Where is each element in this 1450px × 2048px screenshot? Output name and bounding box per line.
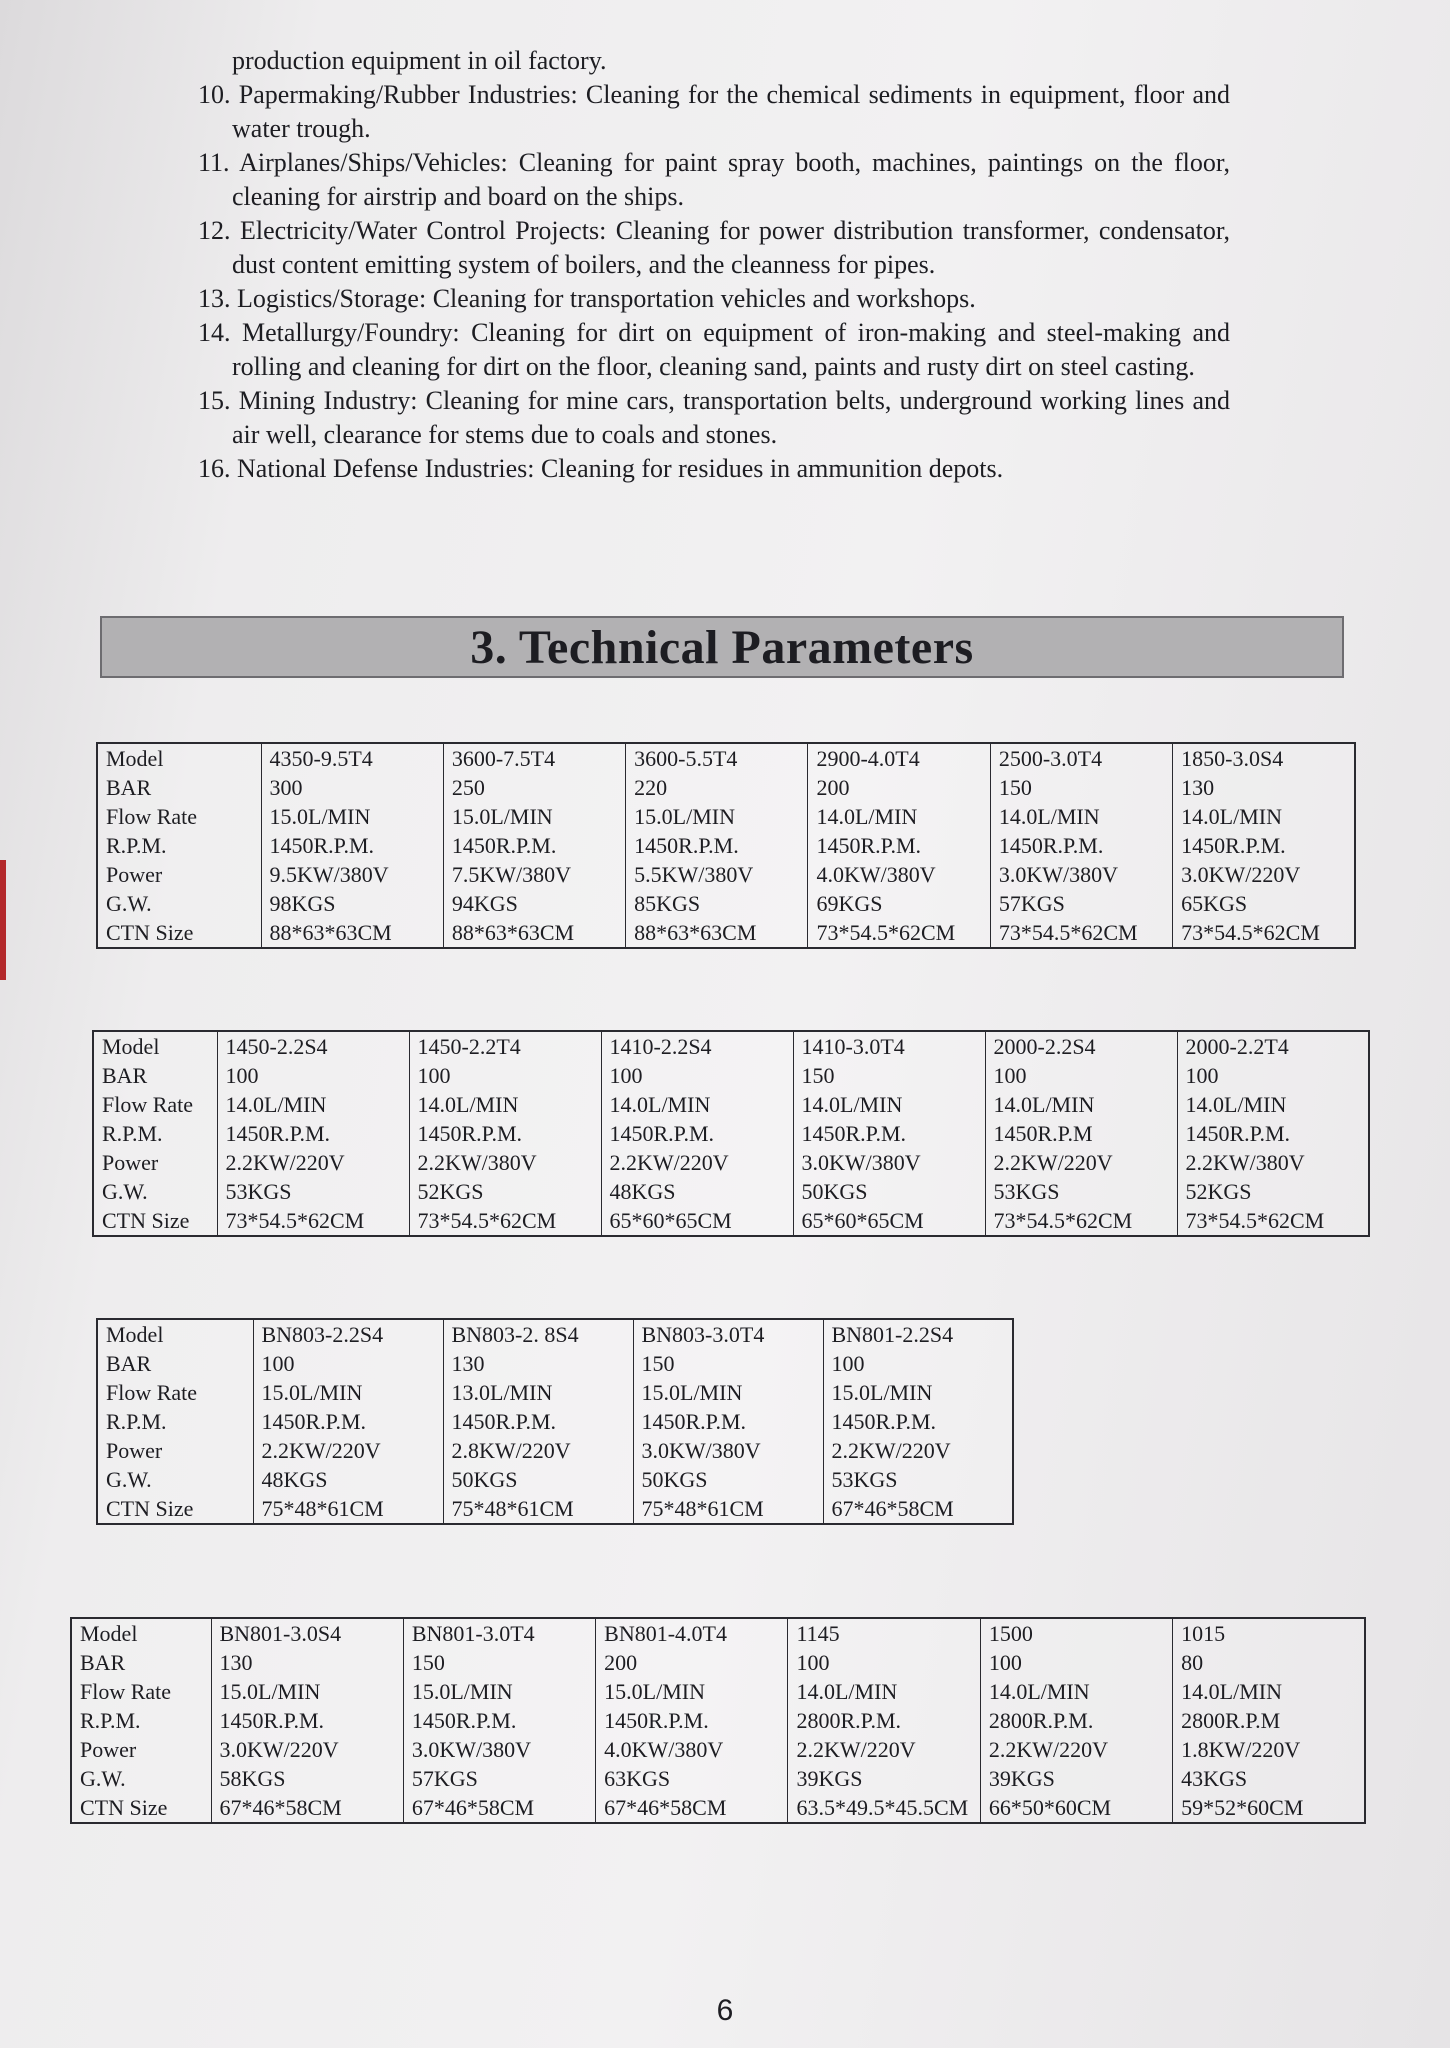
industry-usage-list — [198, 44, 1231, 486]
params-table-3 — [96, 1318, 1014, 1525]
param-cell: 15.0L/MIN — [633, 1378, 823, 1407]
model-cell: 3600-7.5T4 — [443, 743, 625, 773]
param-cell: 14.0L/MIN — [788, 1677, 980, 1706]
param-cell: 100 — [253, 1349, 443, 1378]
param-cell: 73*54.5*62CM — [1177, 1206, 1369, 1236]
param-cell: 65*60*65CM — [793, 1206, 985, 1236]
param-row — [71, 1648, 1365, 1677]
param-row-label: G.W. — [93, 1177, 217, 1206]
usage-item-text: Logistics/Storage: Cleaning for transportation vehicles and workshops. — [237, 284, 976, 313]
param-cell: 14.0L/MIN — [793, 1090, 985, 1119]
param-cell: 14.0L/MIN — [980, 1677, 1172, 1706]
param-cell: 2800R.P.M. — [788, 1706, 980, 1735]
param-cell: 2.2KW/220V — [985, 1148, 1177, 1177]
param-row — [97, 773, 1355, 802]
param-cell: 130 — [1173, 773, 1355, 802]
param-cell: 53KGS — [217, 1177, 409, 1206]
param-row — [71, 1677, 1365, 1706]
param-cell: 48KGS — [601, 1177, 793, 1206]
model-cell: 1145 — [788, 1618, 980, 1648]
param-cell: 53KGS — [985, 1177, 1177, 1206]
param-cell: 59*52*60CM — [1173, 1793, 1365, 1823]
param-cell: 15.0L/MIN — [443, 802, 625, 831]
param-row-label: R.P.M. — [97, 1407, 253, 1436]
param-cell: 14.0L/MIN — [1177, 1090, 1369, 1119]
param-row — [97, 860, 1355, 889]
param-cell: 73*54.5*62CM — [409, 1206, 601, 1236]
usage-item — [198, 384, 1230, 452]
param-cell: 88*63*63CM — [626, 918, 808, 948]
param-cell: 73*54.5*62CM — [985, 1206, 1177, 1236]
param-row-label: Power — [93, 1148, 217, 1177]
param-cell: 75*48*61CM — [443, 1494, 633, 1524]
param-row — [97, 1319, 1013, 1349]
param-cell: 2.8KW/220V — [443, 1436, 633, 1465]
usage-item-number: 10. — [198, 80, 231, 109]
param-row-label: Model — [97, 1319, 253, 1349]
param-cell: 15.0L/MIN — [403, 1677, 595, 1706]
usage-item-text: National Defense Industries: Cleaning for residues in ammunition depots. — [237, 454, 1004, 483]
param-cell: 94KGS — [443, 889, 625, 918]
param-cell: 15.0L/MIN — [253, 1378, 443, 1407]
param-cell: 100 — [217, 1061, 409, 1090]
param-cell: 1450R.P.M. — [261, 831, 443, 860]
param-cell: 130 — [443, 1349, 633, 1378]
usage-item-text: Mining Industry: Cleaning for mine cars, transportation belts, underground working lines and air well, clearance for stems due to coals and stones. — [232, 386, 1230, 449]
param-row-label: CTN Size — [93, 1206, 217, 1236]
param-cell: 50KGS — [443, 1465, 633, 1494]
param-cell: 63KGS — [596, 1764, 788, 1793]
params-table-2 — [92, 1030, 1370, 1237]
param-row — [97, 1378, 1013, 1407]
params-table-4 — [70, 1617, 1366, 1824]
usage-item — [198, 282, 1230, 316]
param-cell: 14.0L/MIN — [601, 1090, 793, 1119]
param-cell: 4.0KW/380V — [596, 1735, 788, 1764]
param-row — [97, 802, 1355, 831]
usage-item — [198, 452, 1230, 486]
param-row-label: G.W. — [71, 1764, 211, 1793]
usage-item-text: production equipment in oil factory. — [232, 46, 607, 75]
param-cell: 57KGS — [403, 1764, 595, 1793]
param-row-label: Flow Rate — [71, 1677, 211, 1706]
usage-item — [198, 316, 1230, 384]
param-cell: 2.2KW/220V — [601, 1148, 793, 1177]
usage-item-number: 16. — [198, 454, 231, 483]
param-cell: 4.0KW/380V — [808, 860, 990, 889]
param-cell: 300 — [261, 773, 443, 802]
param-cell: 39KGS — [788, 1764, 980, 1793]
param-cell: 3.0KW/220V — [1173, 860, 1355, 889]
param-row-label: Flow Rate — [93, 1090, 217, 1119]
model-cell: 2900-4.0T4 — [808, 743, 990, 773]
param-cell: 88*63*63CM — [443, 918, 625, 948]
param-row — [97, 1349, 1013, 1378]
param-cell: 1450R.P.M. — [1177, 1119, 1369, 1148]
usage-item-text: Metallurgy/Foundry: Cleaning for dirt on equipment of iron-making and steel-making and rolling and cleaning for dirt on the floor, cleaning sand, paints and rusty dirt on steel casting. — [232, 318, 1230, 381]
param-row — [93, 1177, 1369, 1206]
model-cell: 1410-2.2S4 — [601, 1031, 793, 1061]
param-row-label: Flow Rate — [97, 802, 261, 831]
usage-item-text: Papermaking/Rubber Industries: Cleaning for the chemical sediments in equipment, floor and water trough. — [232, 80, 1230, 143]
usage-item-number: 13. — [198, 284, 231, 313]
section-banner — [100, 616, 1344, 678]
param-cell: 13.0L/MIN — [443, 1378, 633, 1407]
param-cell: 1450R.P.M — [985, 1119, 1177, 1148]
param-cell: 130 — [211, 1648, 403, 1677]
param-cell: 15.0L/MIN — [261, 802, 443, 831]
param-row — [97, 889, 1355, 918]
param-cell: 63.5*49.5*45.5CM — [788, 1793, 980, 1823]
param-cell: 85KGS — [626, 889, 808, 918]
param-row-label: Model — [71, 1618, 211, 1648]
model-cell: BN801-4.0T4 — [596, 1618, 788, 1648]
param-cell: 1450R.P.M. — [443, 831, 625, 860]
param-cell: 67*46*58CM — [823, 1494, 1013, 1524]
param-row-label: BAR — [93, 1061, 217, 1090]
param-cell: 1450R.P.M. — [211, 1706, 403, 1735]
param-cell: 73*54.5*62CM — [217, 1206, 409, 1236]
param-row-label: CTN Size — [71, 1793, 211, 1823]
model-cell: 2000-2.2S4 — [985, 1031, 1177, 1061]
model-cell: 1500 — [980, 1618, 1172, 1648]
param-cell: 3.0KW/380V — [403, 1735, 595, 1764]
param-row — [71, 1735, 1365, 1764]
param-cell: 1450R.P.M. — [409, 1119, 601, 1148]
param-cell: 1450R.P.M. — [793, 1119, 985, 1148]
param-cell: 3.0KW/380V — [990, 860, 1172, 889]
param-cell: 100 — [823, 1349, 1013, 1378]
param-row-label: R.P.M. — [93, 1119, 217, 1148]
param-cell: 2.2KW/220V — [823, 1436, 1013, 1465]
param-cell: 52KGS — [1177, 1177, 1369, 1206]
param-cell: 66*50*60CM — [980, 1793, 1172, 1823]
param-cell: 1450R.P.M. — [626, 831, 808, 860]
param-row — [97, 1465, 1013, 1494]
param-cell: 1450R.P.M. — [601, 1119, 793, 1148]
usage-item-number: 15. — [198, 386, 231, 415]
params-table-1 — [96, 742, 1356, 949]
param-row-label: CTN Size — [97, 1494, 253, 1524]
model-cell: BN801-3.0T4 — [403, 1618, 595, 1648]
param-cell: 48KGS — [253, 1465, 443, 1494]
model-cell: BN803-2. 8S4 — [443, 1319, 633, 1349]
model-cell: 1015 — [1173, 1618, 1365, 1648]
param-cell: 67*46*58CM — [211, 1793, 403, 1823]
param-cell: 14.0L/MIN — [990, 802, 1172, 831]
param-cell: 80 — [1173, 1648, 1365, 1677]
model-cell: 4350-9.5T4 — [261, 743, 443, 773]
param-row-label: Model — [93, 1031, 217, 1061]
param-cell: 3.0KW/380V — [633, 1436, 823, 1465]
param-cell: 150 — [990, 773, 1172, 802]
param-cell: 88*63*63CM — [261, 918, 443, 948]
param-cell: 1450R.P.M. — [253, 1407, 443, 1436]
param-cell: 1450R.P.M. — [217, 1119, 409, 1148]
param-cell: 14.0L/MIN — [1173, 1677, 1365, 1706]
param-row — [93, 1206, 1369, 1236]
model-cell: 1450-2.2T4 — [409, 1031, 601, 1061]
param-cell: 2.2KW/380V — [409, 1148, 601, 1177]
param-cell: 75*48*61CM — [633, 1494, 823, 1524]
param-cell: 1450R.P.M. — [596, 1706, 788, 1735]
param-row-label: BAR — [71, 1648, 211, 1677]
param-cell: 150 — [633, 1349, 823, 1378]
usage-item-number: 11. — [198, 148, 230, 177]
param-row — [71, 1706, 1365, 1735]
param-cell: 100 — [409, 1061, 601, 1090]
param-cell: 100 — [788, 1648, 980, 1677]
param-cell: 75*48*61CM — [253, 1494, 443, 1524]
param-cell: 2.2KW/220V — [788, 1735, 980, 1764]
param-cell: 65*60*65CM — [601, 1206, 793, 1236]
param-cell: 2800R.P.M. — [980, 1706, 1172, 1735]
param-row-label: BAR — [97, 773, 261, 802]
param-cell: 14.0L/MIN — [409, 1090, 601, 1119]
param-cell: 5.5KW/380V — [626, 860, 808, 889]
param-row-label: Power — [71, 1735, 211, 1764]
param-cell: 67*46*58CM — [596, 1793, 788, 1823]
param-row-label: BAR — [97, 1349, 253, 1378]
param-cell: 52KGS — [409, 1177, 601, 1206]
param-cell: 1450R.P.M. — [403, 1706, 595, 1735]
param-cell: 1450R.P.M. — [808, 831, 990, 860]
usage-item — [198, 78, 1230, 146]
param-row — [97, 743, 1355, 773]
param-row — [93, 1090, 1369, 1119]
param-row — [97, 1436, 1013, 1465]
param-row-label: Flow Rate — [97, 1378, 253, 1407]
param-cell: 200 — [596, 1648, 788, 1677]
param-row-label: R.P.M. — [71, 1706, 211, 1735]
param-cell: 14.0L/MIN — [1173, 802, 1355, 831]
param-cell: 1450R.P.M. — [990, 831, 1172, 860]
model-cell: BN801-3.0S4 — [211, 1618, 403, 1648]
usage-item-number: 14. — [198, 318, 231, 347]
param-cell: 14.0L/MIN — [985, 1090, 1177, 1119]
param-row — [97, 1494, 1013, 1524]
model-cell: BN803-3.0T4 — [633, 1319, 823, 1349]
model-cell: 1850-3.0S4 — [1173, 743, 1355, 773]
binder-edge — [0, 860, 6, 980]
usage-item — [198, 44, 1230, 78]
param-cell: 2800R.P.M — [1173, 1706, 1365, 1735]
param-cell: 15.0L/MIN — [823, 1378, 1013, 1407]
param-cell: 150 — [403, 1648, 595, 1677]
param-cell: 100 — [601, 1061, 793, 1090]
param-row — [97, 918, 1355, 948]
param-cell: 150 — [793, 1061, 985, 1090]
param-row — [93, 1061, 1369, 1090]
param-cell: 2.2KW/220V — [980, 1735, 1172, 1764]
model-cell: 2000-2.2T4 — [1177, 1031, 1369, 1061]
param-cell: 1450R.P.M. — [823, 1407, 1013, 1436]
param-cell: 53KGS — [823, 1465, 1013, 1494]
param-row — [71, 1793, 1365, 1823]
param-cell: 73*54.5*62CM — [1173, 918, 1355, 948]
param-row-label: R.P.M. — [97, 831, 261, 860]
param-row-label: Model — [97, 743, 261, 773]
param-row-label: CTN Size — [97, 918, 261, 948]
param-cell: 1450R.P.M. — [443, 1407, 633, 1436]
page-number: 6 — [716, 1994, 734, 2027]
model-cell: BN803-2.2S4 — [253, 1319, 443, 1349]
model-cell: 3600-5.5T4 — [626, 743, 808, 773]
param-cell: 250 — [443, 773, 625, 802]
param-cell: 7.5KW/380V — [443, 860, 625, 889]
model-cell: 1410-3.0T4 — [793, 1031, 985, 1061]
param-row — [93, 1031, 1369, 1061]
param-cell: 220 — [626, 773, 808, 802]
param-cell: 39KGS — [980, 1764, 1172, 1793]
usage-item — [198, 214, 1230, 282]
usage-item-text: Airplanes/Ships/Vehicles: Cleaning for paint spray booth, machines, paintings on the floor, cleaning for airstrip and board on the ships. — [232, 148, 1230, 211]
usage-item-text: Electricity/Water Control Projects: Cleaning for power distribution transformer, condensator, dust content emitting system of boilers, and the cleanness for pipes. — [232, 216, 1231, 279]
param-cell: 43KGS — [1173, 1764, 1365, 1793]
param-row — [71, 1618, 1365, 1648]
param-cell: 1450R.P.M. — [1173, 831, 1355, 860]
param-cell: 3.0KW/220V — [211, 1735, 403, 1764]
section-title: 3. Technical Parameters — [470, 620, 974, 674]
param-row-label: G.W. — [97, 889, 261, 918]
param-cell: 15.0L/MIN — [626, 802, 808, 831]
param-cell: 14.0L/MIN — [217, 1090, 409, 1119]
param-row-label: Power — [97, 1436, 253, 1465]
param-cell: 50KGS — [793, 1177, 985, 1206]
param-cell: 100 — [985, 1061, 1177, 1090]
usage-item — [198, 146, 1230, 214]
param-cell: 67*46*58CM — [403, 1793, 595, 1823]
param-cell: 14.0L/MIN — [808, 802, 990, 831]
model-cell: BN801-2.2S4 — [823, 1319, 1013, 1349]
param-row — [93, 1119, 1369, 1148]
param-cell: 9.5KW/380V — [261, 860, 443, 889]
param-cell: 98KGS — [261, 889, 443, 918]
param-cell: 58KGS — [211, 1764, 403, 1793]
model-cell: 1450-2.2S4 — [217, 1031, 409, 1061]
param-cell: 69KGS — [808, 889, 990, 918]
param-row — [97, 831, 1355, 860]
param-cell: 57KGS — [990, 889, 1172, 918]
param-cell: 100 — [980, 1648, 1172, 1677]
param-row — [71, 1764, 1365, 1793]
param-cell: 15.0L/MIN — [596, 1677, 788, 1706]
param-cell: 1.8KW/220V — [1173, 1735, 1365, 1764]
param-cell: 2.2KW/380V — [1177, 1148, 1369, 1177]
param-row — [97, 1407, 1013, 1436]
param-cell: 3.0KW/380V — [793, 1148, 985, 1177]
param-row — [93, 1148, 1369, 1177]
param-cell: 65KGS — [1173, 889, 1355, 918]
model-cell: 2500-3.0T4 — [990, 743, 1172, 773]
param-row-label: G.W. — [97, 1465, 253, 1494]
param-cell: 200 — [808, 773, 990, 802]
usage-item-number: 12. — [198, 216, 231, 245]
param-cell: 50KGS — [633, 1465, 823, 1494]
param-cell: 73*54.5*62CM — [808, 918, 990, 948]
param-cell: 73*54.5*62CM — [990, 918, 1172, 948]
param-row-label: Power — [97, 860, 261, 889]
param-cell: 1450R.P.M. — [633, 1407, 823, 1436]
param-cell: 2.2KW/220V — [253, 1436, 443, 1465]
param-cell: 15.0L/MIN — [211, 1677, 403, 1706]
param-cell: 2.2KW/220V — [217, 1148, 409, 1177]
param-cell: 100 — [1177, 1061, 1369, 1090]
